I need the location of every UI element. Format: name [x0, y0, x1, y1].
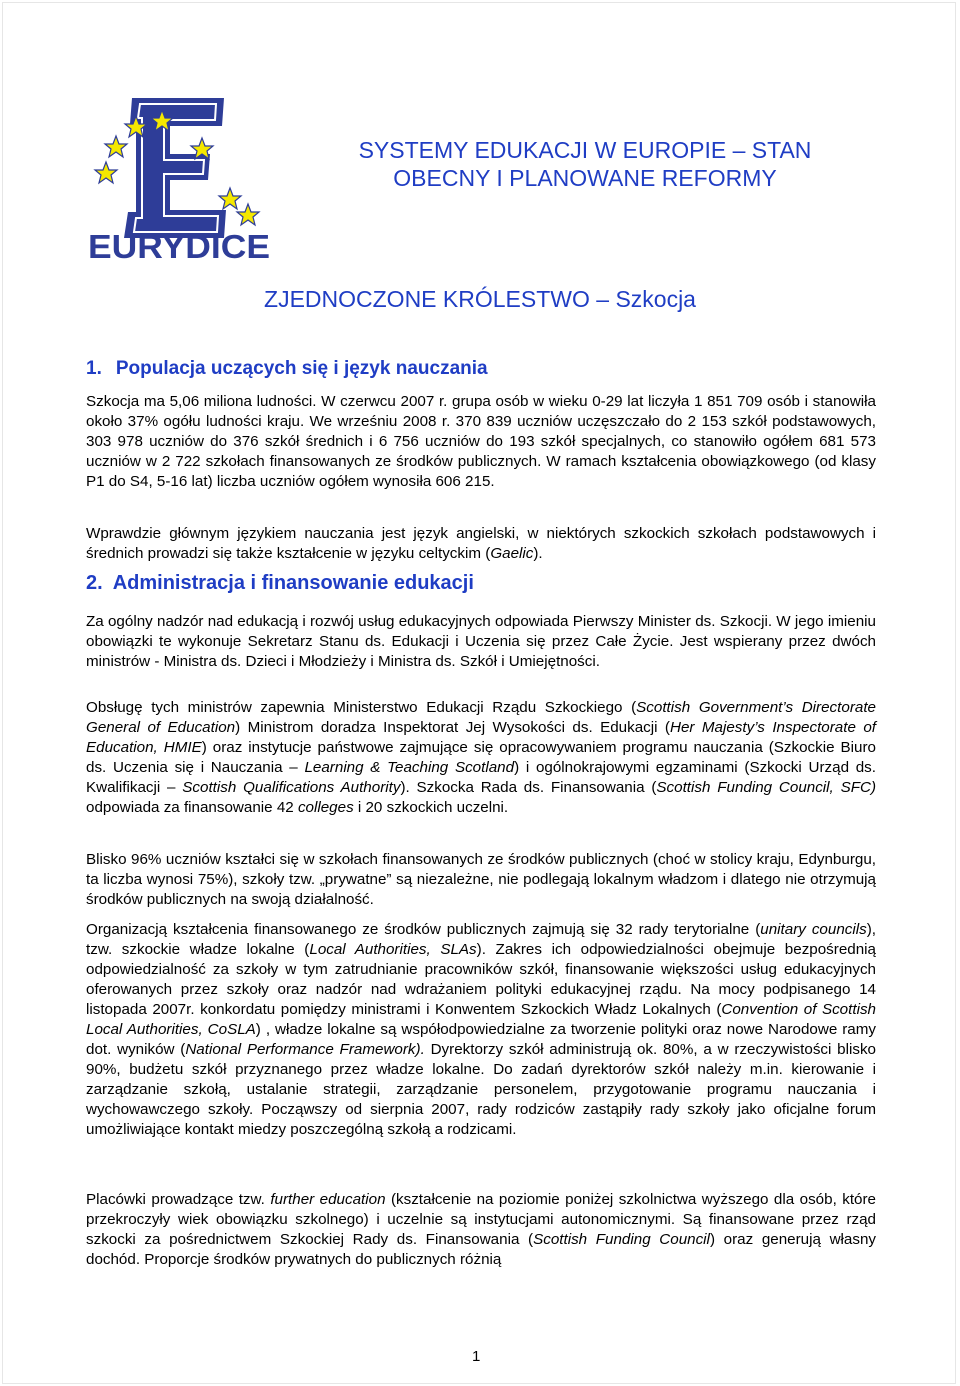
p6-italic-4: National Performance Framework). [185, 1041, 425, 1058]
p7-italic-2: Scottish Funding Council [533, 1231, 710, 1248]
p7-text-b: (kształcenie na poziomie poniżej szkolnictwa wyższego dla osób, które przekroczyły wiek obowiązku szkolnego) i uczelnie są instytucjami autonomicznymi. Są finansowane przez rząd szkocki za pośrednictwem Szkockiej Rady ds. Finansowania ( [86, 1191, 876, 1248]
p4-text-a: Obsługę tych ministrów zapewnia Ministerstwo Edukacji Rządu Szkockiego ( [86, 699, 637, 716]
p4-text-g: i 20 szkockich uczelni. [353, 799, 509, 816]
p2-italic-gaelic: Gaelic [490, 545, 534, 562]
section-2-title: Administracja i finansowanie edukacji [112, 572, 474, 594]
paragraph-further-education [86, 1190, 876, 1270]
p4-italic-4: Scottish Qualifications Authority [182, 779, 401, 796]
section-1-title: Populacja uczących się i język nauczania [115, 358, 488, 379]
section-1-heading [86, 358, 488, 380]
p7-text-c: ) oraz generują własny dochód. Proporcje środków prywatnych do publicznych różnią [86, 1231, 876, 1268]
p4-text-f: odpowiada za finansowanie 42 [86, 799, 298, 816]
logo-text: EURYDICE [88, 228, 270, 262]
p4-italic-2: Her Majesty’s Inspectorate of Education, HMIE [86, 719, 877, 756]
page-number: 1 [472, 1348, 481, 1365]
p6-text-a: Organizacją kształcenia finansowanego ze środków publicznych zajmują się 32 rady terytorialne ( [86, 921, 761, 938]
p6-text-d: ) , władze lokalne są współodpowiedzialne za tworzenie polityki oraz nowe Narodowe ramy dot. wyników ( [86, 1021, 877, 1058]
p7-text-a: Placówki prowadzące tzw. [86, 1191, 271, 1208]
paragraph-oversight: Za ogólny nadzór nad edukacją i rozwój usług edukacyjnych odpowiada Pierwszy Minister ds. Szkocji. W jego imieniu obowiązki te wykonuje Sekretarz Stanu ds. Edukacji i Uczenia się przez Całe Życie. Jest wspierany przez dwóch ministrów - Ministra ds. Dzieci i Młodzieży i Ministra ds. Szkół i Umiejętności. [86, 613, 876, 670]
p6-italic-2: Local Authorities, SLAs [309, 941, 477, 958]
p6-text-b: ), tzw. szkockie władze lokalne ( [86, 921, 876, 958]
p6-text-c: ). Zakres ich odpowiedzialności obejmuje bezpośrednią odpowiedzialność za szkoły w tym zatrudnianie pracowników szkół, finansowanie większości usług edukacyjnych oferowanych przez szkoły oraz nadzór nad wdrażaniem polityki edukacyjnej rządu. Na mocy podpisanego 14 listopada 2007r. konkordatu pomiędzy ministrami i Konwentem Szkockich Władz Lokalnych ( [86, 941, 876, 1018]
p4-italic-1: Scottish Government’s Directorate General of Education [86, 699, 876, 736]
p6-italic-1: unitary councils [760, 921, 867, 938]
paragraph-local-authorities [86, 920, 876, 1140]
p4-text-b: ) Ministrom doradza Inspektorat Jej Wysokości ds. Edukacji ( [235, 719, 670, 736]
p2-text-b: ). [533, 545, 543, 562]
p4-text-c: ) oraz instytucje państwowe zajmujące się opracowywaniem programu nauczania (Szkockie Biuro ds. Uczenia się i Nauczania – [86, 739, 876, 776]
p2-text-a: Wprawdzie głównym językiem nauczania jest język angielski, w niektórych szkockich szkołach podstawowych i średnich prowadzi się także kształcenie w języku celtyckim ( [86, 525, 876, 562]
eurydice-logo [84, 92, 274, 262]
document-title [305, 136, 865, 192]
paragraph-language [86, 524, 876, 564]
p4-italic-6: colleges [297, 799, 354, 816]
paragraph-population: Szkocja ma 5,06 miliona ludności. W czerwcu 2007 r. grupa osób w wieku 0-29 lat liczyła 1 851 709 osób i stanowiła około 37% ogółu ludności kraju. We wrześniu 2008 r. 370 839 uczniów uczęszczało do 2 153 szkół podstawowych, 303 978 uczniów do 376 szkół średnich i 6 756 uczniów do 193 szkół specjalnych, co stanowiło ogółem 681 573 uczniów w 2 722 szkołach finansowanych ze środków publicznych. W ramach kształcenia obowiązkowego (od klasy P1 do S4, 5-16 lat) liczba uczniów ogółem wynosiła 606 215. [86, 393, 876, 490]
section-2-heading [86, 572, 474, 595]
p4-text-e: ). Szkocka Rada ds. Finansowania ( [400, 779, 657, 796]
section-1-number: 1. [86, 358, 102, 379]
p4-italic-3: Learning & Teaching Scotland [304, 759, 515, 776]
p6-italic-3: Convention of Scottish Local Authorities, CoSLA [86, 1001, 876, 1038]
title-line-1: SYSTEMY EDUKACJI W EUROPIE – STAN [358, 137, 812, 163]
p4-italic-5: Scottish Funding Council, SFC) [656, 779, 876, 796]
paragraph-ministry [86, 698, 876, 818]
country-subtitle: ZJEDNOCZONE KRÓLESTWO – Szkocja [264, 286, 696, 312]
p6-text-e: Dyrektorzy szkół administrują ok. 80%, a w rzeczywistości blisko 90%, budżetu szkół przyznanego przez władze lokalne. Do zadań dyrektorów szkół należy m.in. kierowanie i zarządzanie szkołą, ustalanie strategii, zarządzanie personelem, przygotowanie programu nauczania i wychowawczego szkoły. Począwszy od sierpnia 2007, rady rodziców zastąpiły rady szkoły jako oficjalne forum umożliwiające kontakt miedzy poszczególną szkołą a rodzicami. [86, 1041, 876, 1138]
title-line-2: OBECNY I PLANOWANE REFORMY [393, 165, 777, 191]
paragraph-public-schools: Blisko 96% uczniów kształci się w szkołach finansowanych ze środków publicznych (choć w stolicy kraju, Edynburgu, ta liczba wynosi 75%), szkoły tzw. „prywatne” są niezależne, nie podlegają lokalnym władzom i dlatego nie otrzymują środków publicznych na swoją działalność. [86, 851, 876, 908]
p7-italic-1: further education [270, 1191, 386, 1208]
p4-text-d: ) i ogólnokrajowymi egzaminami (Szkocki Urząd ds. Kwalifikacji – [86, 759, 876, 796]
section-2-number: 2. [86, 572, 103, 594]
